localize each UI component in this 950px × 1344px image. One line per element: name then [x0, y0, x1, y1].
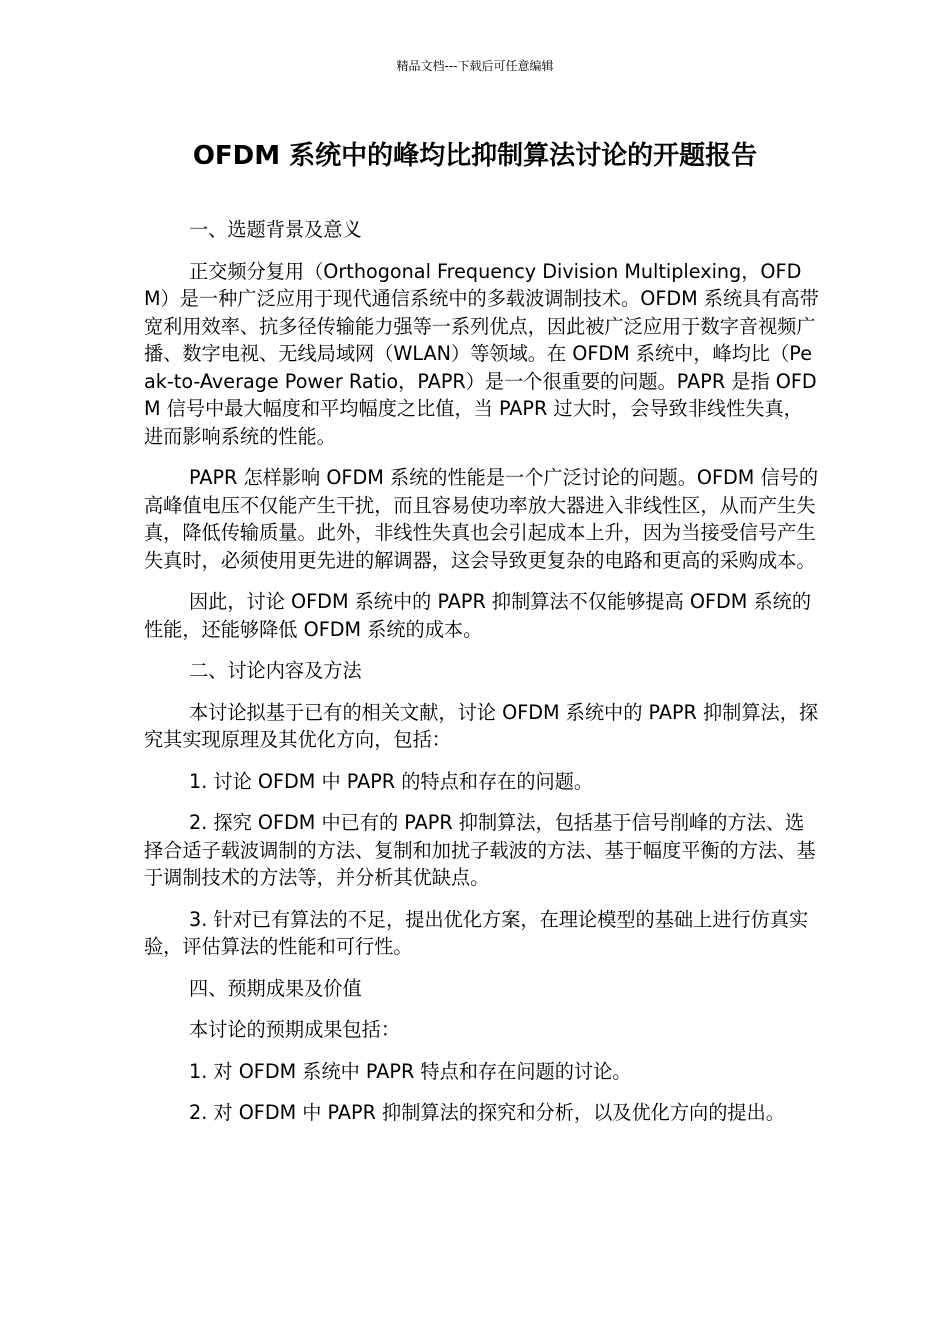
list-item-result-2: 2. 对 OFDM 中 PAPR 抑制算法的探究和分析，以及优化方向的提出。 — [189, 1101, 785, 1124]
paragraph-ofdm-intro: 正交频分复用（Orthogonal Frequency Division Multiplexing，OFDM）是一种广泛应用于现代通信系统中的多载波调制技术。OFDM 系统具有高带宽利用效率、抗多径传输能力强等一系列优点，因此被广泛应用于数字音视频广播、数字电视、无线局域网（WLAN）等领域。在 OFDM 系统中，峰均比（Peak-to-Average Power Ratio，PAPR）是一个很重要的问题。PAPR 是指 OFDM 信号中最大幅度和平均幅度之比值，当 PAPR 过大时，会导致非线性失真，进而影响系统的性能。 — [144, 259, 819, 448]
paragraph-papr-impact: PAPR 怎样影响 OFDM 系统的性能是一个广泛讨论的问题。OFDM 信号的高峰值电压不仅能产生干扰，而且容易使功率放大器进入非线性区，从而产生失真，降低传输质量。此外，非线性失真也会引起成本上升，因为当接受信号产生失真时，必须使用更先进的解调器，这会导致更复杂的电路和更高的采购成本。 — [144, 466, 819, 572]
document-body — [144, 216, 820, 1141]
list-item-method-1: 1. 讨论 OFDM 中 PAPR 的特点和存在的问题。 — [189, 769, 594, 793]
list-item-method-2: 2. 探究 OFDM 中已有的 PAPR 抑制算法，包括基于信号削峰的方法、选择合适子载波调制的方法、复制和加扰子载波的方法、基于幅度平衡的方法、基于调制技术的方法等，并分析其优缺点。 — [144, 811, 816, 889]
list-item-result-1: 1. 对 OFDM 系统中 PAPR 特点和存在问题的讨论。 — [189, 1059, 632, 1083]
paragraph-conclusion: 因此，讨论 OFDM 系统中的 PAPR 抑制算法不仅能够提高 OFDM 系统的性能，还能够降低 OFDM 系统的成本。 — [144, 590, 812, 641]
paragraph-method-intro: 本讨论拟基于已有的相关文献，讨论 OFDM 系统中的 PAPR 抑制算法，探究其实现原理及其优化方向，包括： — [144, 700, 819, 751]
section-heading-content-method: 二、讨论内容及方法 — [189, 659, 362, 682]
document-title: OFDM 系统中的峰均比抑制算法讨论的开题报告 — [192, 141, 758, 171]
paragraph-results-intro: 本讨论的预期成果包括： — [189, 1018, 401, 1041]
section-heading-expected-results: 四、预期成果及价值 — [189, 976, 362, 1000]
header-note: 精品文档---下载后可任意编辑 — [396, 59, 554, 73]
section-heading-background: 一、选题背景及意义 — [189, 218, 362, 241]
list-item-method-3: 3. 针对已有算法的不足，提出优化方案，在理论模型的基础上进行仿真实验，评估算法的性能和可行性。 — [144, 907, 809, 958]
